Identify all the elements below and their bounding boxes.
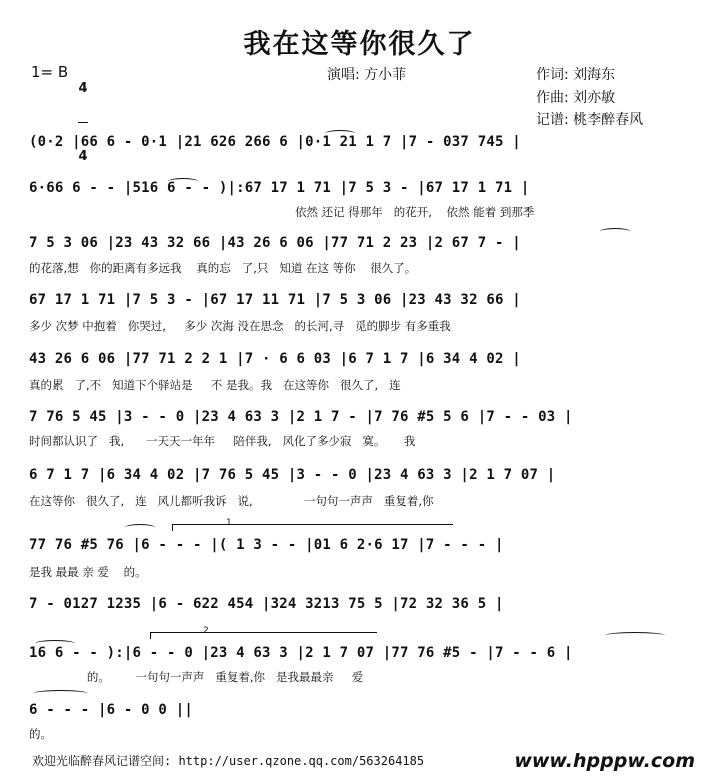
slur-mark xyxy=(605,632,665,639)
notation-row: 7 - 0127 1235 |6 - 622 454 |324 3213 75 5 |72 32 36 5 | xyxy=(29,596,504,612)
volta-number-1: 1 xyxy=(226,518,232,528)
song-title: 我在这等你很久了 xyxy=(243,29,476,60)
singer-credit: 演唱: 方小菲 xyxy=(327,67,407,83)
transcriber-credit: 记谱: 桃李醉春风 xyxy=(536,112,644,128)
lyric-line: 真的累 了,不 知道下个驿站是 不 是我。我 在这等你 很久了, 连 xyxy=(29,378,401,392)
time-signature-divider xyxy=(78,122,88,123)
notation-row: (0·2 |66 6 - 0·1 |21 626 266 6 |0·1 21 1 7 |7 - 037 745 | xyxy=(29,134,521,150)
slur-mark xyxy=(125,524,155,531)
lyric-line: 多少 次梦 中抱着 你哭过, 多少 次海 没在思念 的长河,寻 觅的脚步 有多重我 xyxy=(29,319,451,333)
slur-mark xyxy=(168,178,198,185)
notation-row: 16 6 - - ):|6 - - 0 |23 4 63 3 |2 1 7 07 |77 76 #5 - |7 - - 6 | xyxy=(29,645,573,661)
slur-mark xyxy=(35,640,75,647)
notation-row: 7 5 3 06 |23 43 32 66 |43 26 6 06 |77 71 2 23 |2 67 7 - | xyxy=(29,235,521,251)
notation-row: 6 7 1 7 |6 34 4 02 |7 76 5 45 |3 - - 0 |23 4 63 3 |2 1 7 07 | xyxy=(29,467,556,483)
volta-number-2: 2 xyxy=(203,626,209,636)
lyric-line: 依然 还记 得那年 的花开, 依然 能着 到那季 xyxy=(295,205,535,219)
volta-bracket-2 xyxy=(150,632,377,639)
notation-row: 43 26 6 06 |77 71 2 2 1 |7 · 6 6 03 |6 7 1 7 |6 34 4 02 | xyxy=(29,351,521,367)
footer-text: 欢迎光临醉春风记谱空间: http://user.qzone.qq.com/563264185 xyxy=(32,754,425,768)
lyricist-credit: 作词: 刘海东 xyxy=(536,67,616,83)
notation-row: 6 - - - |6 - 0 0 || xyxy=(29,702,193,718)
watermark: www.hpppw.com xyxy=(514,750,695,772)
time-signature-bottom: 4 xyxy=(78,149,88,164)
notation-row: 77 76 #5 76 |6 - - - |( 1 3 - - |01 6 2·6 17 |7 - - - | xyxy=(29,537,504,553)
lyric-line: 的。 xyxy=(29,727,52,741)
lyric-line: 在这等你 很久了, 连 风儿都听我诉 说, 一句句一声声 重复着,你 xyxy=(29,494,434,508)
slur-mark xyxy=(33,690,88,697)
slur-mark xyxy=(600,228,630,235)
volta-bracket-1 xyxy=(172,524,453,531)
lyric-line: 时间都认识了 我, 一天天一年年 陪伴我, 风化了多少寂 寞。 我 xyxy=(29,434,416,448)
lyric-line: 的花落,想 你的距离有多远我 真的忘 了,只 知道 在这 等你 很久了。 xyxy=(29,261,417,275)
notation-row: 6·66 6 - - |516 6 - - )|:67 17 1 71 |7 5 3 - |67 17 1 71 | xyxy=(29,180,530,196)
slur-mark xyxy=(325,130,355,137)
time-signature xyxy=(78,56,88,176)
key-signature: 1= B xyxy=(31,63,69,81)
lyric-line: 是我 最最 亲 爱 的。 xyxy=(29,565,147,579)
time-signature-top: 4 xyxy=(78,81,88,96)
composer-credit: 作曲: 刘亦敏 xyxy=(536,90,616,106)
notation-row: 7 76 5 45 |3 - - 0 |23 4 63 3 |2 1 7 - |7 76 #5 5 6 |7 - - 03 | xyxy=(29,409,573,425)
lyric-line: 的。 一句句一声声 重复着,你 是我最最亲 爱 xyxy=(32,670,364,684)
notation-row: 67 17 1 71 |7 5 3 - |67 17 11 71 |7 5 3 06 |23 43 32 66 | xyxy=(29,292,521,308)
